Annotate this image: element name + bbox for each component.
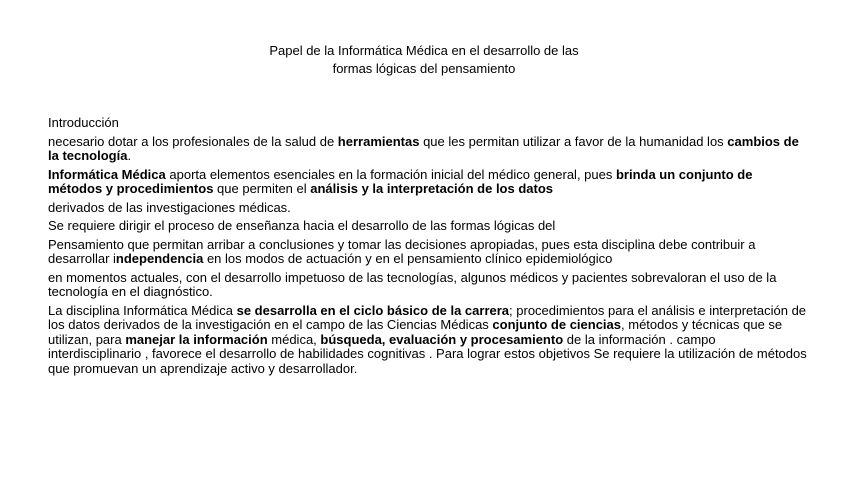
text-run: médica,: [267, 331, 321, 347]
paragraph: [48, 271, 808, 300]
paragraph: [48, 135, 808, 164]
paragraph: [48, 201, 808, 216]
paragraph: [48, 219, 808, 234]
bold-text-run: manejar la información: [125, 331, 268, 347]
text-run: , métodos y técnicas que se utilizan, para: [48, 317, 783, 347]
text-run: derivados de las investigaciones médicas.: [48, 199, 291, 215]
text-run: aporta elementos esenciales en la formación inicial del médico general, pues: [165, 166, 616, 182]
text-run: en los modos de actuación y en el pensamiento clínico epidemiológico: [203, 251, 613, 266]
section-heading: Introducción: [48, 115, 119, 130]
text-run: de la información . campo interdisciplinario , favorece el desarrollo de habilidades cognitivas . Para lograr estos objetivos Se requiere la utilización de métodos que promuevan un aprendizaje activo y desarrollador.: [48, 331, 807, 376]
bold-text-run: conjunto de ciencias: [492, 317, 622, 332]
text-run: La disciplina Informática Médica: [48, 302, 237, 318]
bold-text-run: ndependencia: [115, 251, 204, 266]
bold-text-run: cambios de la tecnología: [48, 133, 799, 163]
text-run: .: [127, 148, 132, 163]
bold-text-run: Informática Médica: [48, 166, 166, 182]
text-run: que permiten el: [213, 181, 311, 196]
text-run: necesario dotar a los profesionales de la salud de: [48, 133, 338, 149]
text-run: Se requiere dirigir el proceso de enseñanza hacia el desarrollo de las formas lógicas del: [48, 218, 556, 233]
document-title: [0, 42, 848, 78]
text-run: Pensamiento que permitan arribar a conclusiones y tomar las decisiones apropiadas, pues esta disciplina debe contribuir a desarrollar i: [48, 236, 756, 266]
text-run: ; procedimientos para el análisis e interpretación de los datos derivados de la investigación en el campo de las Ciencias Médicas: [48, 302, 807, 332]
title-line-2: formas lógicas del pensamiento: [332, 61, 516, 76]
bold-text-run: búsqueda, evaluación y procesamiento: [320, 331, 564, 347]
text-run: que les permitan utilizar a favor de la humanidad los: [419, 133, 728, 149]
bold-text-run: análisis y la interpretación de los datos: [310, 181, 554, 196]
paragraph: [48, 304, 808, 377]
paragraph: [48, 168, 808, 197]
paragraph: [48, 238, 808, 267]
bold-text-run: herramientas: [337, 133, 420, 149]
document-body: [48, 116, 808, 380]
text-run: en momentos actuales, con el desarrollo impetuoso de las tecnologías, algunos médicos y pacientes sobrevaloran el uso de la tecnología en el diagnóstico.: [48, 269, 777, 299]
bold-text-run: brinda un conjunto de métodos y procedimientos: [48, 166, 753, 196]
title-line-1: Papel de la Informática Médica en el desarrollo de las: [269, 43, 579, 58]
bold-text-run: se desarrolla en el ciclo básico de la carrera: [236, 302, 510, 318]
